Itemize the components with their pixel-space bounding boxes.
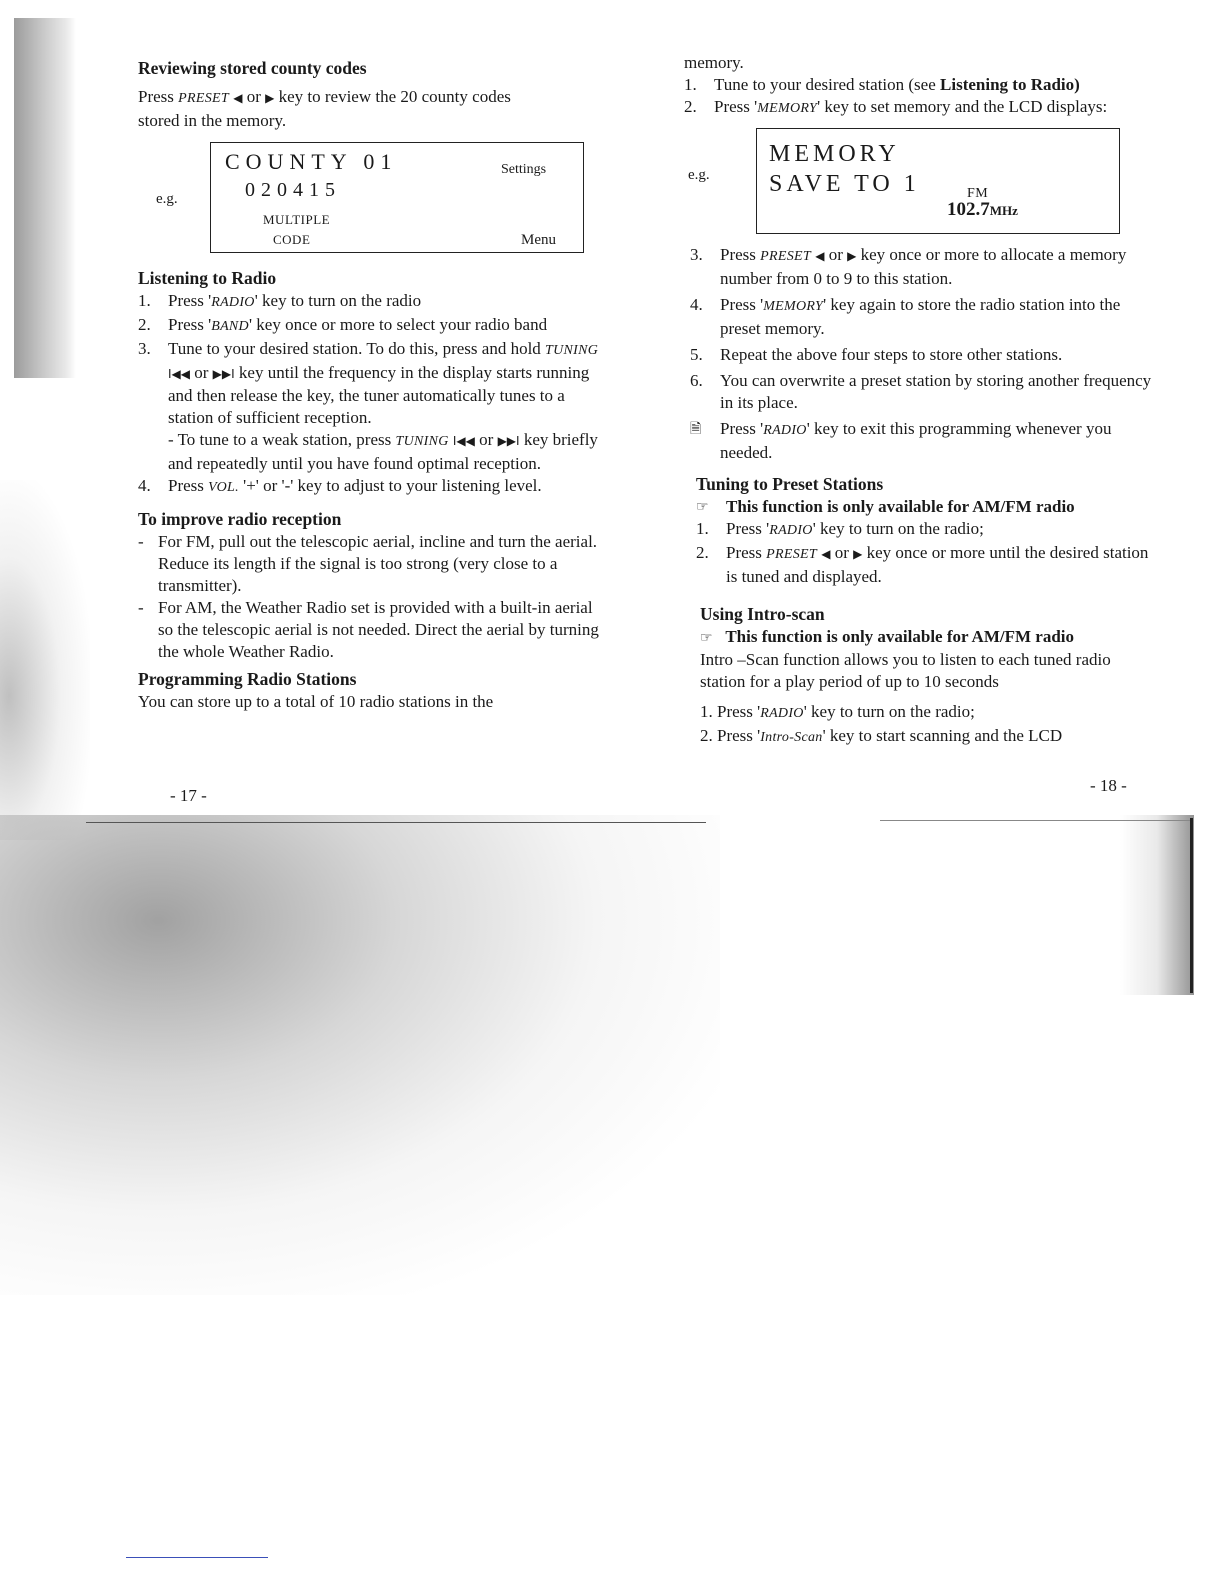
lcd1-eg: e.g. <box>156 191 178 207</box>
left-page <box>138 56 608 713</box>
note-icon: 🗎 <box>690 421 702 437</box>
page-number-18: - 18 - <box>1090 776 1127 795</box>
tuning-next-icon: ▶▶I <box>212 367 235 381</box>
reviewing-text: Press PRESET ◀ or ▶ key to review the 20 county codes stored in the memory. <box>138 87 511 130</box>
lcd1-code-label: CODE <box>273 232 311 247</box>
list-item: 2. Press 'MEMORY' key to set memory and the LCD displays: <box>684 97 1108 116</box>
right-arrow-icon: ▶ <box>265 91 275 105</box>
programming-steps-a <box>684 74 1154 120</box>
lcd2-area <box>684 120 1154 244</box>
preset-key: PRESET <box>178 91 229 106</box>
improve-heading: To improve radio reception <box>138 509 342 529</box>
page-number-17: - 17 - <box>170 786 207 805</box>
lcd1-menu: Menu <box>521 232 556 248</box>
programming-heading: Programming Radio Stations <box>138 669 357 689</box>
lcd1-multiple: MULTIPLE <box>263 212 331 227</box>
tuning-preset-heading: Tuning to Preset Stations <box>696 474 884 494</box>
lcd2-memory: MEMORY <box>769 141 900 167</box>
page-edge-line <box>1190 818 1193 993</box>
intro-scan-step2: 2. Press 'Intro-Scan' key to start scanning and the LCD <box>700 726 1063 745</box>
tuning-preset-list <box>696 496 1154 588</box>
lcd2-band: FM <box>967 186 989 201</box>
left-arrow-icon: ◀ <box>821 547 831 561</box>
lcd2-display <box>756 128 1120 234</box>
list-item: 1. Press 'RADIO' key to turn on the radio <box>138 291 422 310</box>
list-item: 4. Press VOL. '+' or '-' key to adjust to your listening level. <box>138 476 542 495</box>
pointing-hand-icon: ☞ <box>700 630 713 646</box>
list-item: 6. You can overwrite a preset station by storing another frequency in its place. <box>690 371 1152 412</box>
pointing-hand-icon: ☞ <box>696 499 709 515</box>
lcd2-eg: e.g. <box>688 167 710 183</box>
list-item: 3. Tune to your desired station. To do this, press and hold TUNING I◀◀ or ▶▶I key until the frequency in the display starts running and then release the key, the tuner automatically tunes to a station of sufficient reception. - To tune to a weak station, press TUNING I◀◀ or ▶▶I key briefly and repeatedly until you have found optimal reception. <box>138 339 599 473</box>
lcd1-code: 020415 <box>245 179 341 201</box>
scan-shadow-right <box>1120 815 1194 995</box>
lcd1-settings: Settings <box>501 162 547 177</box>
lcd1-area <box>138 132 608 258</box>
listening-heading: Listening to Radio <box>138 268 277 288</box>
note-item: 🗎 Press 'RADIO' key to exit this programming whenever you needed. <box>690 419 1112 462</box>
right-arrow-icon: ▶ <box>847 249 857 263</box>
list-item: 2. Press 'BAND' key once or more to select your radio band <box>138 315 548 334</box>
right-page <box>684 52 1154 749</box>
memory-continued: memory. <box>684 53 744 72</box>
scan-shadow-top-left <box>14 18 76 378</box>
intro-scan-desc: Intro –Scan function allows you to listen to each tuned radio station for a play period of up to 10 seconds <box>700 650 1111 691</box>
list-item: 5. Repeat the above four steps to store other stations. <box>690 345 1063 364</box>
intro-scan-notice: ☞ This function is only available for AM/FM radio <box>700 627 1074 646</box>
scan-shadow-bottom <box>0 815 720 1295</box>
right-arrow-icon: ▶ <box>853 547 863 561</box>
lcd1-display <box>210 142 584 253</box>
programming-steps-b <box>690 244 1154 464</box>
intro-scan-step1: 1. Press 'RADIO' key to turn on the radio; <box>700 702 975 721</box>
list-item: 1. Press 'RADIO' key to turn on the radio; <box>696 519 984 538</box>
tuning-prev-icon: I◀◀ <box>168 367 190 381</box>
scan-shadow-mid-left <box>0 480 90 840</box>
programming-text: You can store up to a total of 10 radio stations in the <box>138 692 494 711</box>
improve-list <box>138 531 608 663</box>
listening-list <box>138 290 608 499</box>
left-arrow-icon: ◀ <box>815 249 825 263</box>
notice-item: ☞ This function is only available for AM/FM radio <box>696 497 1075 516</box>
list-item: 4. Press 'MEMORY' key again to store the radio station into the preset memory. <box>690 295 1121 338</box>
intro-scan-heading: Using Intro-scan <box>700 604 825 624</box>
reviewing-heading: Reviewing stored county codes <box>138 58 367 78</box>
left-arrow-icon: ◀ <box>233 91 243 105</box>
lcd2-frequency: 102.7MHz <box>947 199 1018 220</box>
list-item: - For AM, the Weather Radio set is provided with a built-in aerial so the telescopic aerial is not needed. Direct the aerial by turning the whole Weather Radio. <box>138 598 599 661</box>
list-item: - For FM, pull out the telescopic aerial, incline and turn the aerial. Reduce its length if the signal is too strong (very close to a transmitter). <box>138 532 598 595</box>
page-bottom-edge-right <box>880 820 1190 821</box>
blue-underline <box>126 1557 268 1558</box>
list-item: 3. Press PRESET ◀ or ▶ key once or more to allocate a memory number from 0 to 9 to this station. <box>690 245 1127 288</box>
tuning-prev-icon: I◀◀ <box>452 434 475 448</box>
list-item: 1. Tune to your desired station (see Listening to Radio) <box>684 75 1080 94</box>
tuning-next-icon: ▶▶I <box>497 434 520 448</box>
page-bottom-edge <box>86 822 706 823</box>
lcd1-county: COUNTY 01 <box>225 149 398 174</box>
list-item: 2. Press PRESET ◀ or ▶ key once or more until the desired station is tuned and displayed. <box>696 543 1149 586</box>
intro-scan-section <box>700 626 1154 749</box>
lcd2-save: SAVE TO 1 <box>769 171 920 197</box>
